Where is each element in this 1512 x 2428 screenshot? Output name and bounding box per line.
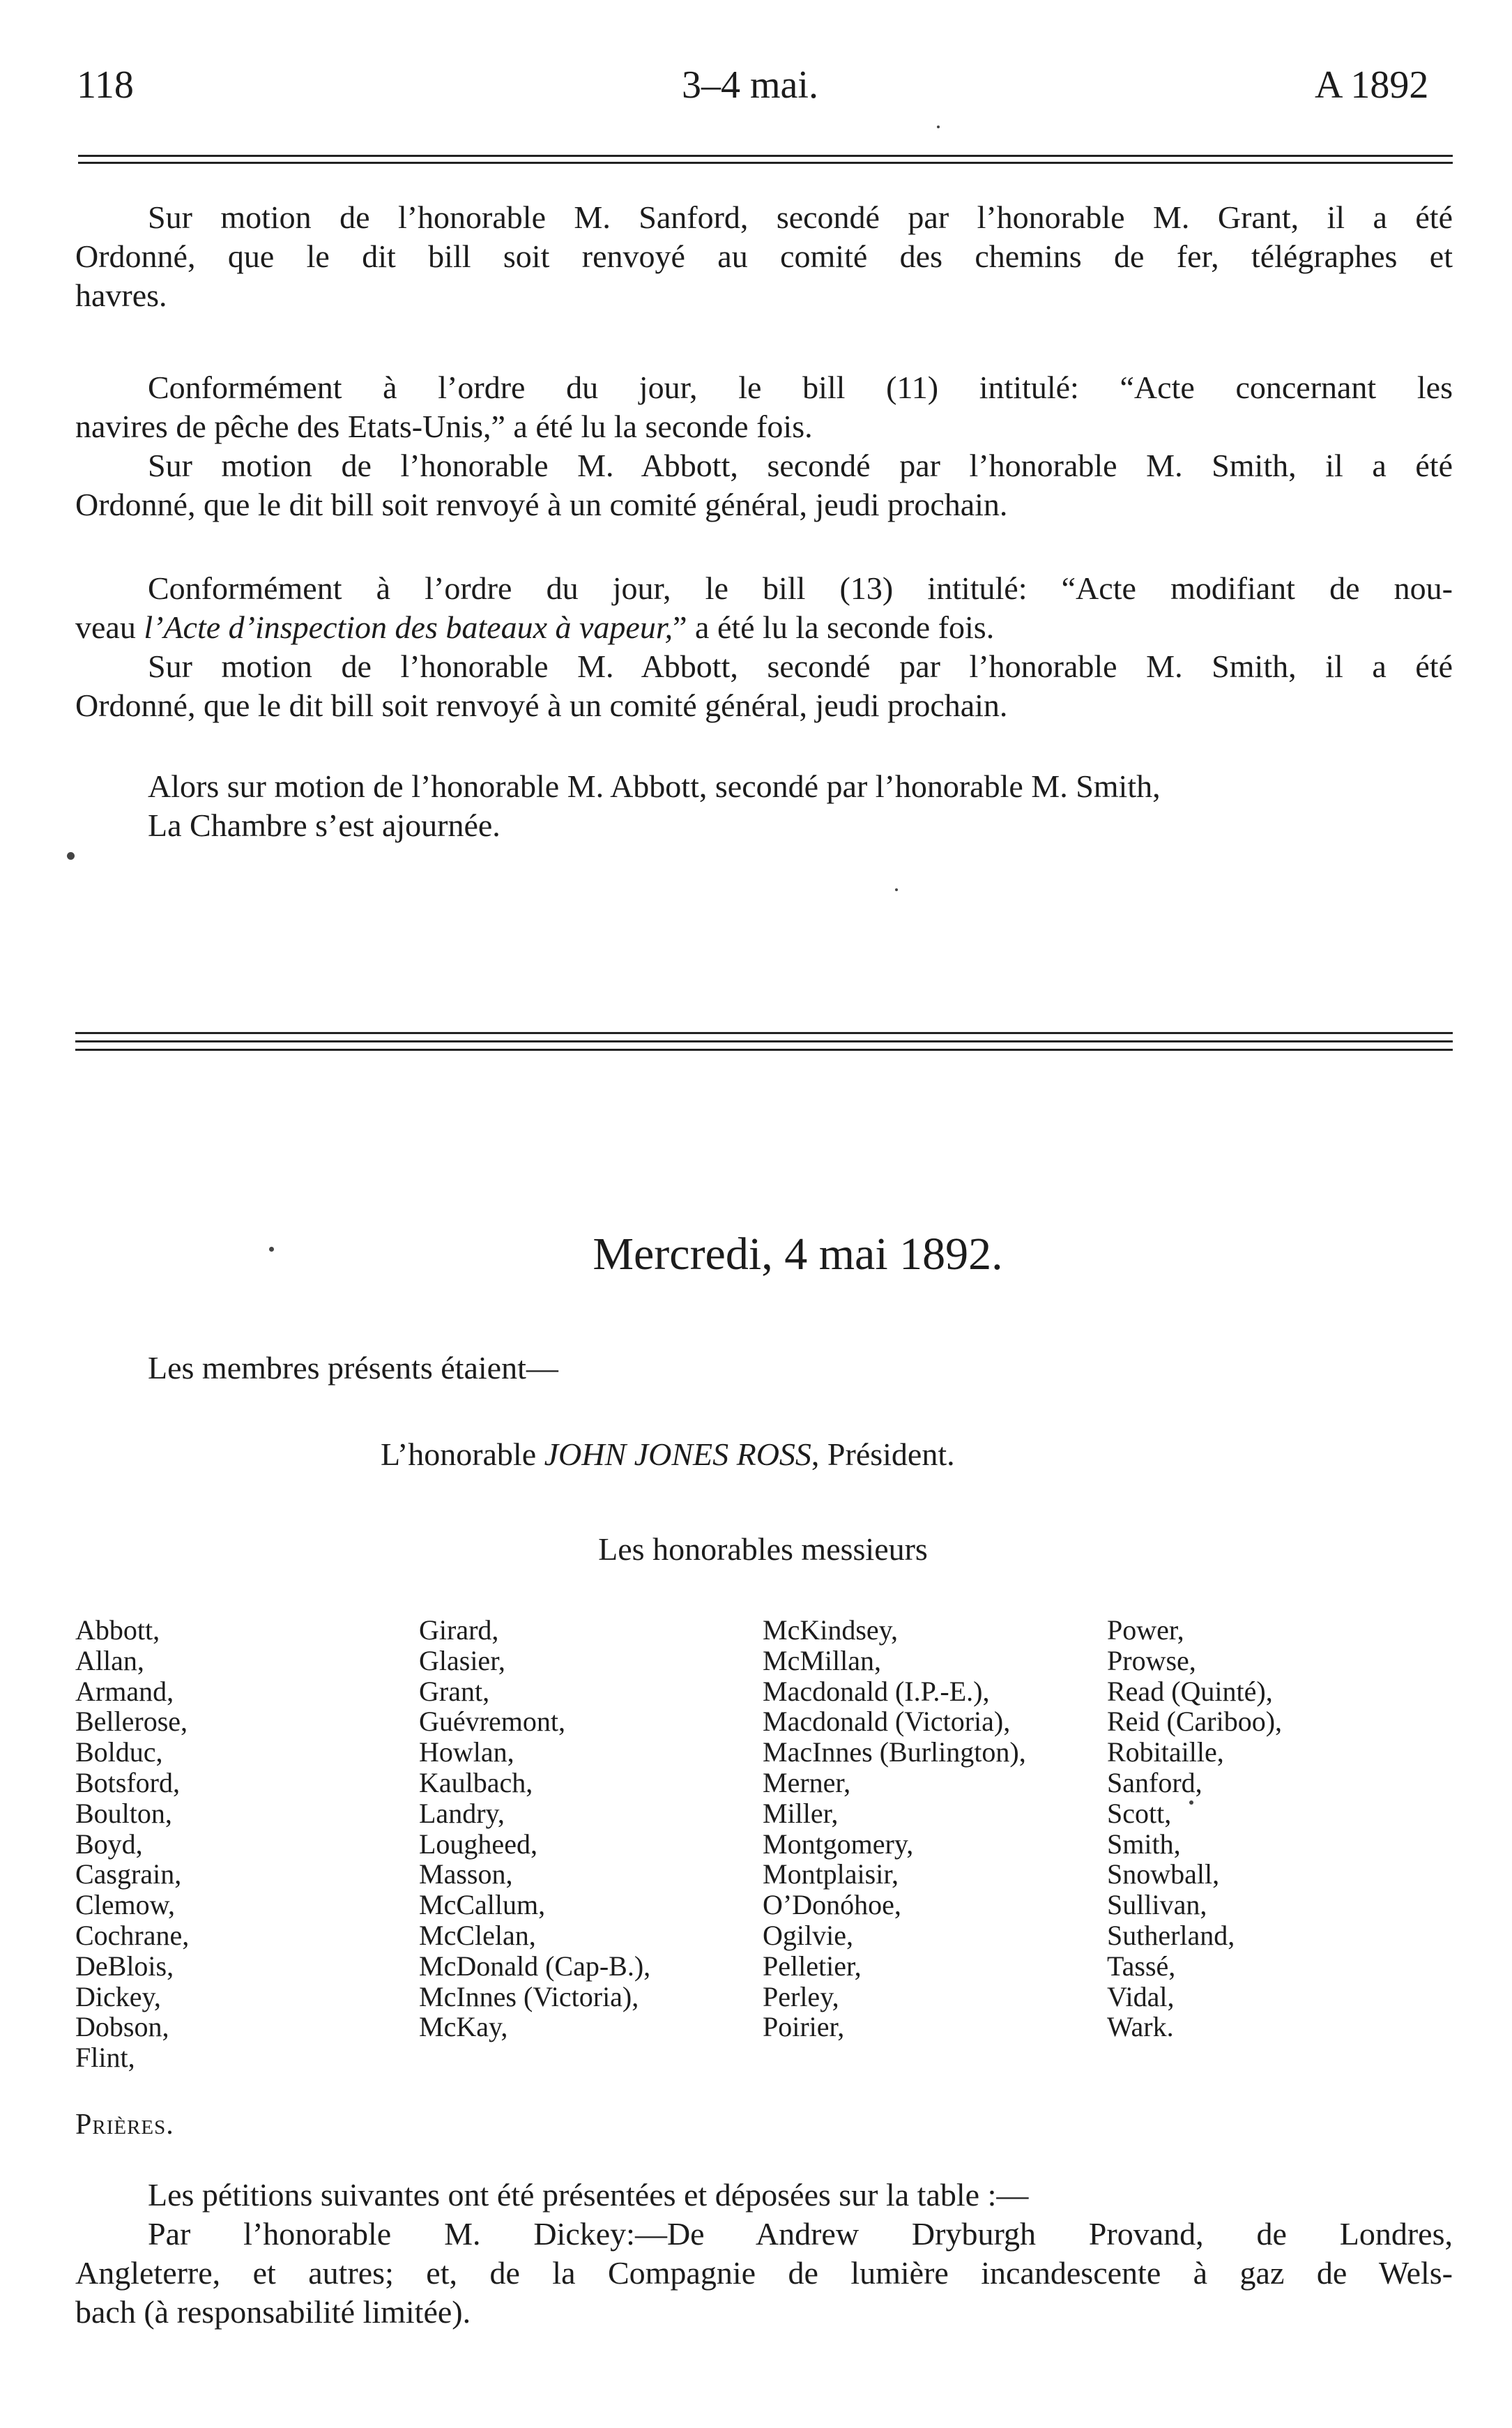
motion-abbott-bill-13: Sur motion de l’honorable M. Abbott, secondé par l’honorable M. Smith, il a été Ordonné, que le dit bill soit renvoyé à un comité général, jeudi prochain. <box>75 648 1453 723</box>
running-year: A 1892 <box>1315 63 1429 107</box>
prayers-heading: Prières. <box>75 2109 174 2141</box>
member-name: Bolduc, <box>75 1736 163 1768</box>
page-number: 118 <box>77 63 134 107</box>
member-name: Poirier, <box>763 2011 845 2043</box>
member-name: Smith, <box>1107 1828 1181 1860</box>
member-name: Wark. <box>1107 2011 1174 2043</box>
sitting-title: Mercredi, 4 mai 1892. <box>593 1229 1003 1280</box>
member-name: Scott, <box>1107 1797 1172 1829</box>
running-date: 3–4 mai. <box>682 63 818 107</box>
member-name: Dobson, <box>75 2011 169 2043</box>
member-name: Perley, <box>763 1980 839 2012</box>
member-name: Clemow, <box>75 1889 175 1921</box>
member-name: Guévremont, <box>419 1706 565 1738</box>
member-name: Landry, <box>419 1797 505 1829</box>
member-name: Tassé, <box>1107 1950 1176 1982</box>
member-name: Dickey, <box>75 1980 161 2012</box>
members-column-4 <box>1107 1615 1282 2042</box>
member-name: Kaulbach, <box>419 1766 533 1798</box>
member-name: Snowball, <box>1107 1858 1220 1890</box>
member-name: Read (Quinté), <box>1107 1675 1273 1707</box>
member-name: Howlan, <box>419 1736 514 1768</box>
president-line: L’honorable JOHN JONES ROSS, Président. <box>381 1436 955 1472</box>
member-name: Grant, <box>419 1675 490 1707</box>
member-name: Flint, <box>75 2042 135 2074</box>
member-name: Pelletier, <box>763 1950 862 1982</box>
member-name: Merner, <box>763 1766 851 1798</box>
member-name: McMillan, <box>763 1644 881 1676</box>
member-name: Glasier, <box>419 1644 505 1676</box>
members-intro: Les membres présents étaient— <box>148 1350 558 1386</box>
member-name: Botsford, <box>75 1766 180 1798</box>
member-name: McKay, <box>419 2011 508 2043</box>
bill-13-reading: Conformément à l’ordre du jour, le bill (13) intitulé: “Acte modifiant de nou- veau l’Acte d’inspection des bateaux à vapeur,” a été lu la seconde fois. <box>75 570 1453 645</box>
member-name: Montgomery, <box>763 1828 914 1860</box>
honorables-heading: Les honorables messieurs <box>598 1531 928 1567</box>
petitions-paragraph: Les pétitions suivantes ont été présentées et déposées sur la table :— Par l’honorable M. Dickey:—De Andrew Dryburgh Provand, de Londres, Angleterre, et autres; et, de la Compagnie de lumière incandescente à gaz de Wels- bach (à responsabilité limitée). <box>75 2177 1453 2330</box>
member-name: Armand, <box>75 1675 174 1707</box>
member-name: McClelan, <box>419 1919 536 1951</box>
member-name: Lougheed, <box>419 1828 537 1860</box>
member-name: Casgrain, <box>75 1858 182 1890</box>
member-name: Sutherland, <box>1107 1919 1235 1951</box>
member-name: McInnes (Victoria), <box>419 1980 639 2012</box>
member-name: McKindsey, <box>763 1614 899 1646</box>
member-name: Masson, <box>419 1858 513 1890</box>
member-name: Reid (Cariboo), <box>1107 1706 1283 1738</box>
member-name: McCallum, <box>419 1889 546 1921</box>
member-name: Prowse, <box>1107 1644 1196 1676</box>
member-name: Miller, <box>763 1797 839 1829</box>
member-name: Macdonald (Victoria), <box>763 1706 1011 1738</box>
member-name: Vidal, <box>1107 1980 1175 2012</box>
member-name: McDonald (Cap-B.), <box>419 1950 651 1982</box>
bill-11-reading: Conformément à l’ordre du jour, le bill (11) intitulé: “Acte concernant les navires de pêche des Etats-Unis,” a été lu la seconde fois. <box>75 370 1453 444</box>
member-name: MacInnes (Burlington), <box>763 1736 1026 1768</box>
member-name: Robitaille, <box>1107 1736 1224 1768</box>
member-name: Sullivan, <box>1107 1889 1207 1921</box>
member-name: Montplaisir, <box>763 1858 899 1890</box>
member-name: Abbott, <box>75 1614 160 1646</box>
member-name: Ogilvie, <box>763 1919 853 1951</box>
motion-abbott-bill-11: Sur motion de l’honorable M. Abbott, secondé par l’honorable M. Smith, il a été Ordonné, que le dit bill soit renvoyé à un comité général, jeudi prochain. <box>75 448 1453 522</box>
motion-sanford: Sur motion de l’honorable M. Sanford, secondé par l’honorable M. Grant, il a été Ordonné, que le dit bill soit renvoyé au comité des chemins de fer, télégraphes et havres. <box>75 199 1453 313</box>
adjournment: Alors sur motion de l’honorable M. Abbott, secondé par l’honorable M. Smith, La Chambre s’est ajournée. <box>148 768 1161 843</box>
member-name: Bellerose, <box>75 1706 188 1738</box>
members-column-2 <box>419 1615 650 2042</box>
member-name: Allan, <box>75 1644 144 1676</box>
member-name: Cochrane, <box>75 1919 190 1951</box>
member-name: Boyd, <box>75 1828 143 1860</box>
member-name: Power, <box>1107 1614 1184 1646</box>
members-column-1 <box>75 1615 189 2073</box>
member-name: Girard, <box>419 1614 499 1646</box>
member-name: Boulton, <box>75 1797 172 1829</box>
member-name: Sanford, <box>1107 1766 1202 1798</box>
members-column-3 <box>763 1615 1026 2042</box>
member-name: Macdonald (I.P.-E.), <box>763 1675 990 1707</box>
member-name: DeBlois, <box>75 1950 174 1982</box>
member-name: O’Donóhoe, <box>763 1889 901 1921</box>
